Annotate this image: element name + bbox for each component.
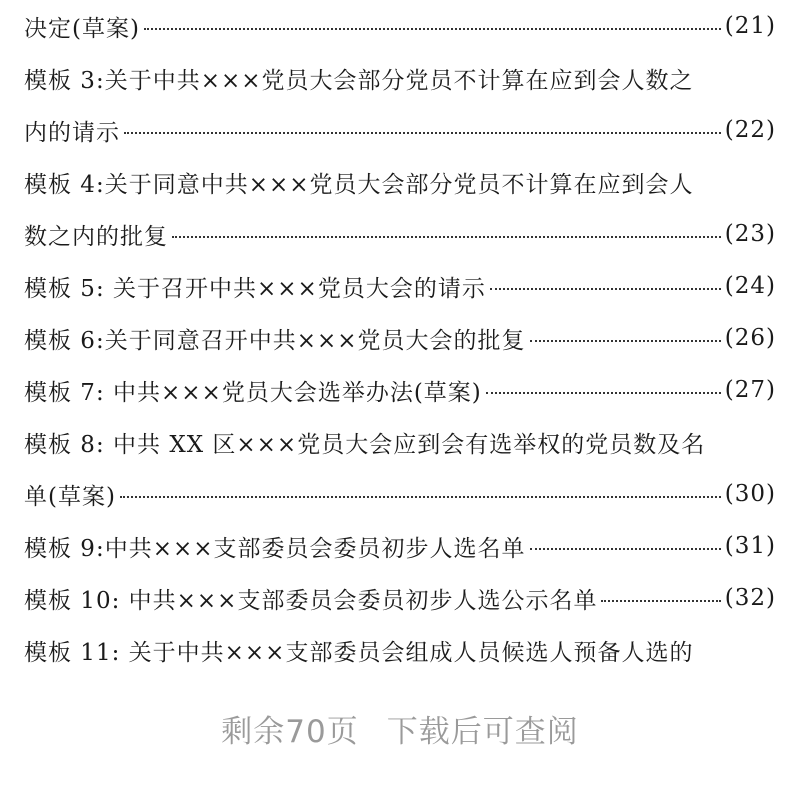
toc-entry-text: 模板 10: 中共×××支部委员会委员初步人选公示名单 [24,587,598,614]
toc-entry-text: 模板 3:关于中共×××党员大会部分党员不计算在应到会人数之 [24,67,694,94]
toc-page-number: (26) [724,325,776,351]
toc-line [24,364,776,416]
dot-leader [120,496,721,498]
dot-leader [124,132,721,134]
toc-line [24,104,776,156]
toc-line [24,312,776,364]
toc-page-number: (23) [724,221,776,247]
toc-line [24,572,776,624]
dot-leader [490,288,721,290]
table-of-contents [24,0,776,676]
toc-line [24,416,776,468]
toc-line [24,468,776,520]
dot-leader [486,392,721,394]
toc-entry-text: 内的请示 [24,119,120,146]
toc-line [24,156,776,208]
toc-page-number: (21) [724,13,776,39]
toc-line [24,52,776,104]
dot-leader [601,600,720,602]
download-to-view-text: 下载后可查阅 [386,714,579,750]
toc-page-number: (22) [724,117,776,143]
dot-leader [172,236,721,238]
toc-entry-text: 数之内的批复 [24,223,168,250]
toc-line [24,208,776,260]
dot-leader [530,548,721,550]
toc-line [24,624,776,676]
toc-entry-text: 决定(草案) [24,15,140,42]
toc-page-number: (30) [724,481,776,507]
toc-page-number: (24) [724,273,776,299]
dot-leader [144,28,721,30]
dot-leader [530,340,721,342]
remaining-pages-text: 剩余70页 [221,714,359,750]
toc-page-number: (32) [724,585,776,611]
toc-entry-text: 模板 5: 关于召开中共×××党员大会的请示 [24,275,486,302]
toc-entry-text: 模板 4:关于同意中共×××党员大会部分党员不计算在应到会人 [24,171,694,198]
toc-entry-text: 模板 8: 中共 XX 区×××党员大会应到会有选举权的党员数及名 [24,431,706,458]
toc-entry-text: 模板 6:关于同意召开中共×××党员大会的批复 [24,327,526,354]
toc-entry-text: 模板 7: 中共×××党员大会选举办法(草案) [24,379,482,406]
download-prompt[interactable] [0,706,800,751]
toc-line [24,520,776,572]
toc-entry-text: 单(草案) [24,483,116,510]
toc-entry-text: 模板 9:中共×××支部委员会委员初步人选名单 [24,535,526,562]
toc-line [24,0,776,52]
toc-entry-text: 模板 11: 关于中共×××支部委员会组成人员候选人预备人选的 [24,639,694,666]
toc-line [24,260,776,312]
toc-page-number: (31) [724,533,776,559]
toc-page-number: (27) [724,377,776,403]
